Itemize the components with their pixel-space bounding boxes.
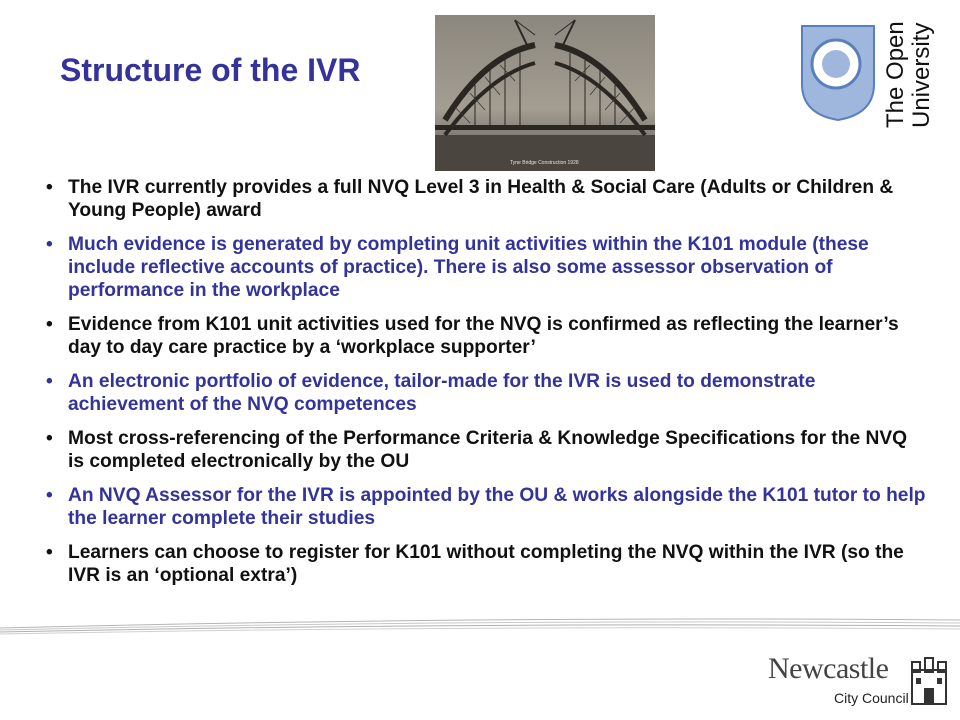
bullet-text: Evidence from K101 unit activities used for the NVQ is confirmed as reflecting the learner’s day to day care practice by a ‘workplace supporter’ xyxy=(68,314,899,358)
council-logo-subtitle: City Council xyxy=(834,690,909,706)
bullet-dot: • xyxy=(46,371,53,392)
bullet-text: Most cross-referencing of the Performance Criteria & Knowledge Specifications for the NVQ is completed electronically by the OU xyxy=(68,428,908,472)
bullet-item xyxy=(46,541,926,587)
bullet-text: An electronic portfolio of evidence, tailor-made for the IVR is used to demonstrate achievement of the NVQ competences xyxy=(68,371,816,415)
bullet-text: Learners can choose to register for K101 without completing the NVQ within the IVR (so the IVR is an ‘optional extra’) xyxy=(68,542,904,586)
bullet-text: Much evidence is generated by completing unit activities within the K101 module (these include reflective accounts of practice). There is also some assessor observation of performance in the workplace xyxy=(68,234,869,301)
divider-lines xyxy=(0,614,960,636)
bullet-dot: • xyxy=(46,542,53,563)
bullet-list xyxy=(46,176,926,598)
bullet-item xyxy=(46,484,926,530)
bullet-item xyxy=(46,313,926,359)
bullet-text: The IVR currently provides a full NVQ Level 3 in Health & Social Care (Adults or Children & Young People) award xyxy=(68,177,894,221)
ou-shield-graphic xyxy=(798,22,878,122)
bullet-dot: • xyxy=(46,177,53,198)
bullet-item xyxy=(46,176,926,222)
council-logo-name: Newcastle xyxy=(768,652,889,685)
bullet-dot: • xyxy=(46,428,53,449)
bullet-item xyxy=(46,233,926,302)
bridge-construction-photo xyxy=(435,15,655,171)
decorative-divider xyxy=(0,614,960,636)
bullet-item xyxy=(46,427,926,473)
ou-wordmark-line2: University xyxy=(908,22,935,128)
bullet-dot: • xyxy=(46,314,53,335)
bullet-text: An NVQ Assessor for the IVR is appointed by the OU & works alongside the K101 tutor to help the learner complete their studies xyxy=(68,485,926,529)
ou-wordmark-line1: The Open xyxy=(882,21,909,128)
photo-caption: Tyne Bridge Construction 1928 xyxy=(510,160,579,166)
bullet-dot: • xyxy=(46,485,53,506)
bridge-photo-graphic xyxy=(435,15,655,171)
castle-crest-icon xyxy=(908,654,950,710)
ou-wordmark xyxy=(884,21,936,128)
slide-title: Structure of the IVR xyxy=(60,52,361,88)
bullet-dot: • xyxy=(46,234,53,255)
bullet-item xyxy=(46,370,926,416)
